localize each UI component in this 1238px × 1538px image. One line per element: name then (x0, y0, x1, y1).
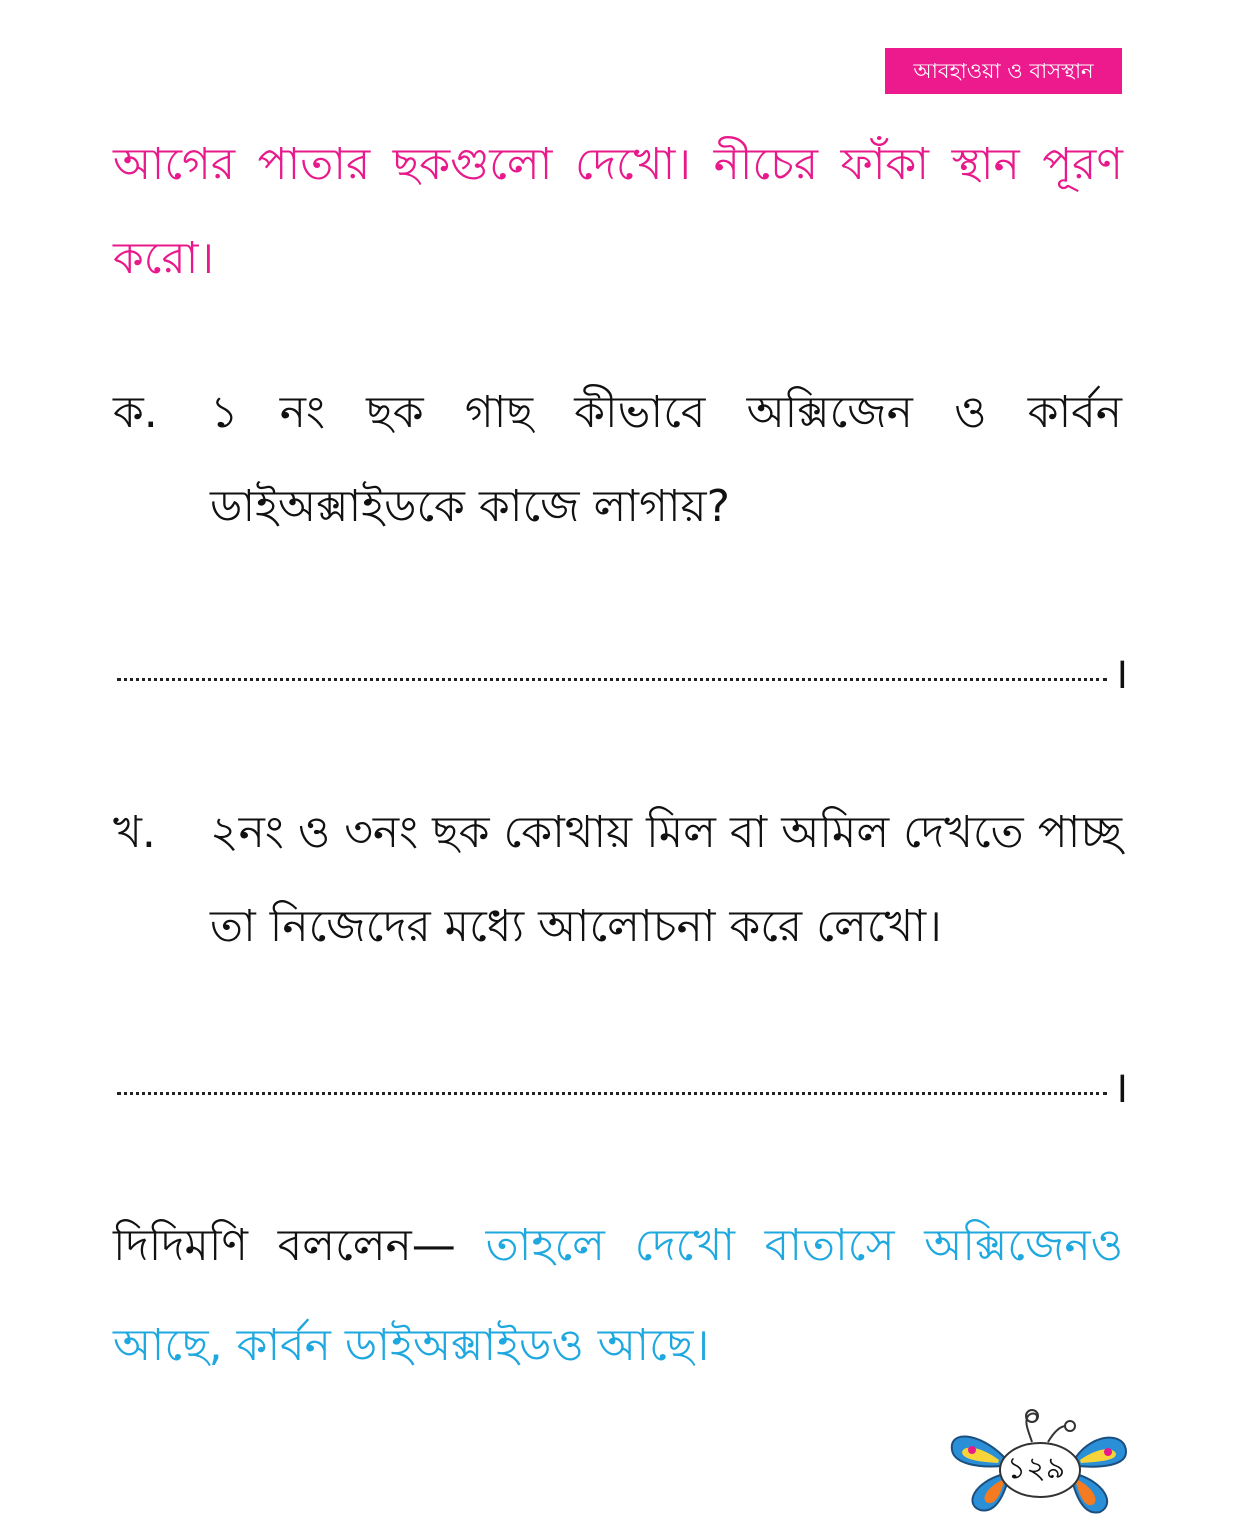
answer-end-mark-ka: । (1112, 648, 1129, 699)
question-text-kha: ২নং ও ৩নং ছক কোথায় মিল বা অমিল দেখতে পাচ্ছ তা নিজেদের মধ্যে আলোচনা করে লেখো। (210, 807, 1122, 952)
answer-end-mark-kha: । (1112, 1062, 1129, 1113)
question-text-ka: ১ নং ছক গাছ কীভাবে অক্সিজেন ও কার্বন ডাইঅক্সাইডকে কাজে লাগায়? (210, 387, 1122, 532)
answer-line-kha[interactable] (117, 1092, 1107, 1095)
didimoni-speech-paragraph (113, 1196, 1123, 1396)
question-label-kha: খ. (113, 807, 156, 858)
speech-text: তাহলে দেখো বাতাসে অক্সিজেনও আছে, কার্বন ডাইঅক্সাইডও আছে। (113, 1220, 1123, 1371)
page-number: ১২৯ (1006, 1451, 1066, 1486)
speaker-label: দিদিমণি বললেন— (113, 1220, 456, 1271)
answer-line-ka[interactable] (117, 678, 1107, 681)
chapter-title-badge: আবহাওয়া ও বাসস্থান (885, 48, 1122, 94)
instruction-text: আগের পাতার ছকগুলো দেখো। নীচের ফাঁকা স্থান পূরণ করো। (113, 139, 1123, 284)
question-label-ka: ক. (113, 387, 158, 438)
